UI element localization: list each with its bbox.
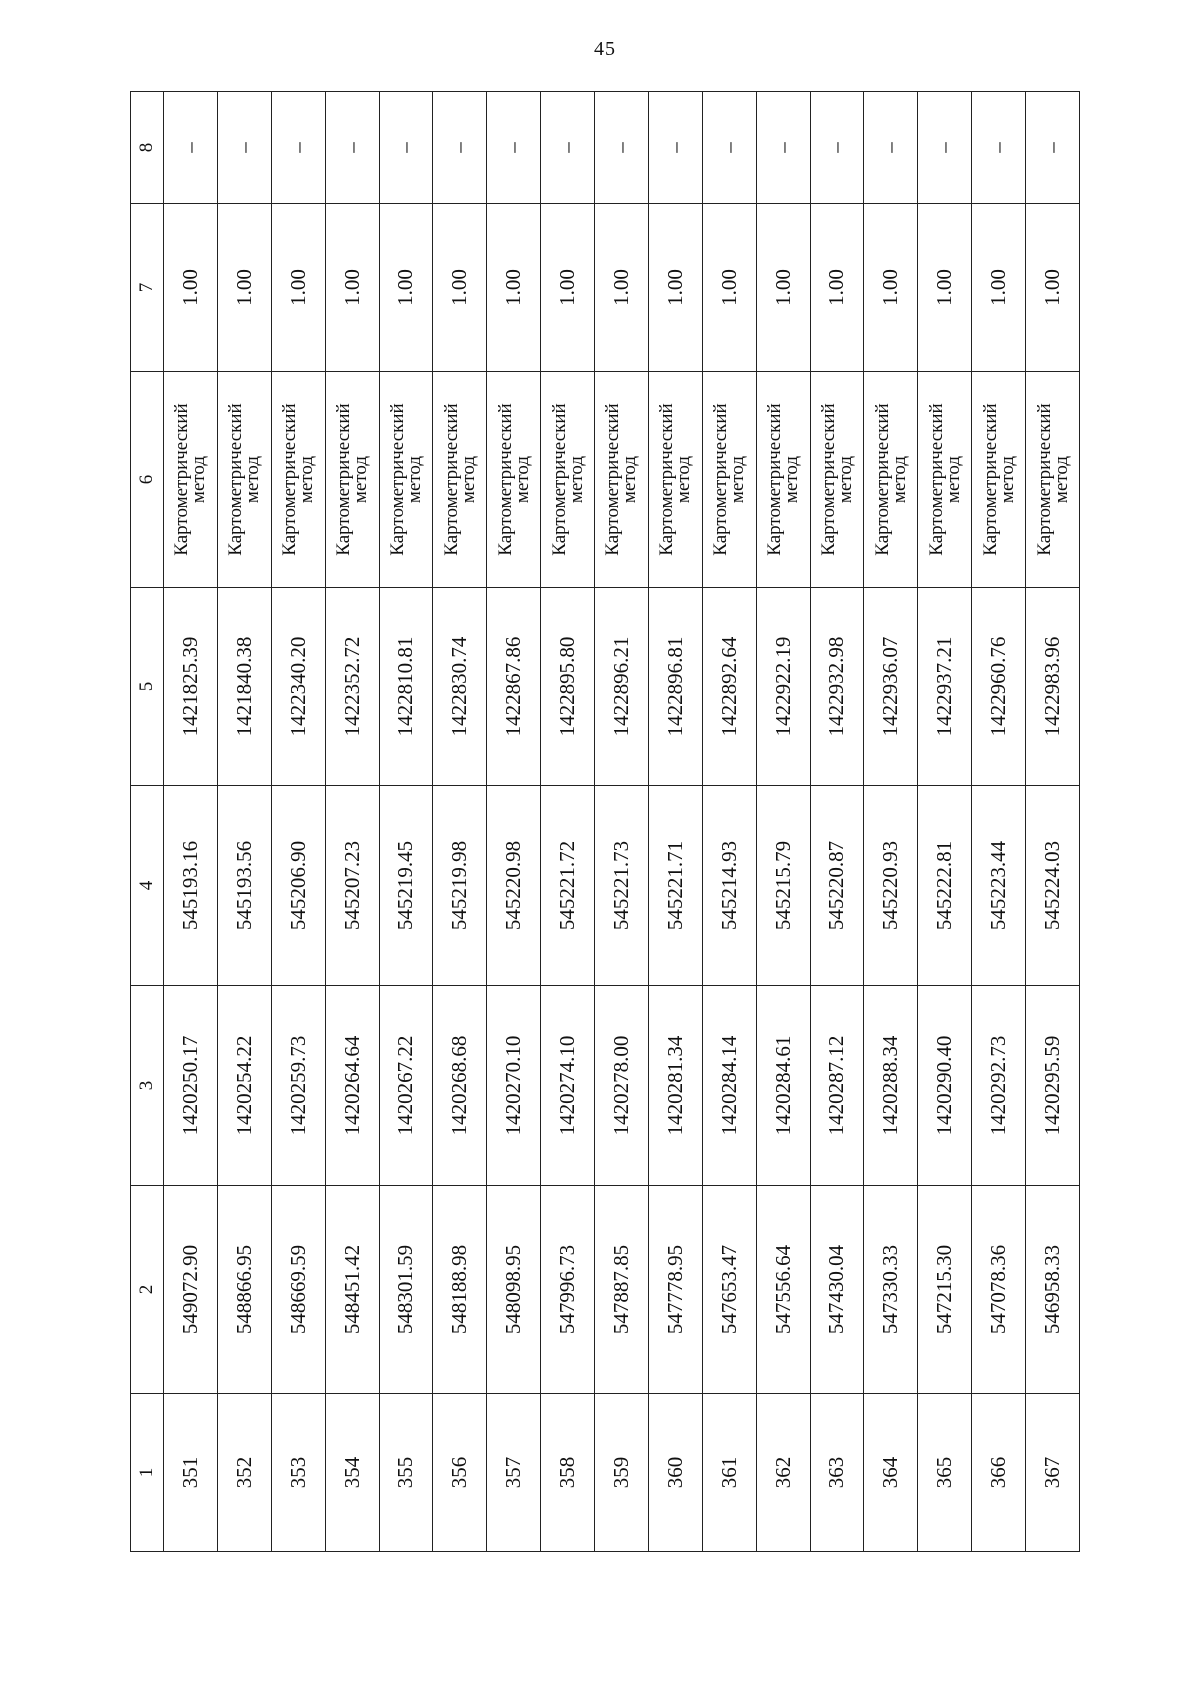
x-coordinate-cell: 548866.95 (217, 1186, 271, 1394)
accuracy-cell: 1.00 (702, 204, 756, 372)
method-cell: Картометрический метод (648, 372, 702, 588)
y-coordinate-cell: 1422960.76 (972, 588, 1026, 786)
y-coordinate-cell: 1421840.38 (217, 588, 271, 786)
column-header: 5 (131, 588, 164, 786)
table-row (648, 92, 702, 1552)
method-cell: Картометрический метод (271, 372, 325, 588)
description-cell: – (810, 92, 864, 204)
column-header: 3 (131, 986, 164, 1186)
accuracy-cell: 1.00 (541, 204, 595, 372)
method-cell: Картометрический метод (1026, 372, 1080, 588)
y-coordinate-cell: 1422937.21 (918, 588, 972, 786)
x-coordinate-cell: 548451.42 (325, 1186, 379, 1394)
x-coordinate-cell: 545220.87 (810, 786, 864, 986)
description-cell: – (433, 92, 487, 204)
x-coordinate-cell: 545223.44 (972, 786, 1026, 986)
table-row (325, 92, 379, 1552)
y-coordinate-cell: 1420250.17 (164, 986, 218, 1186)
point-number-cell: 367 (1026, 1394, 1080, 1552)
table-row (972, 92, 1026, 1552)
x-coordinate-cell: 545220.98 (487, 786, 541, 986)
table-row (271, 92, 325, 1552)
column-header: 4 (131, 786, 164, 986)
description-cell: – (541, 92, 595, 204)
accuracy-cell: 1.00 (164, 204, 218, 372)
y-coordinate-cell: 1420281.34 (648, 986, 702, 1186)
method-cell: Картометрический метод (810, 372, 864, 588)
column-header: 8 (131, 92, 164, 204)
accuracy-cell: 1.00 (487, 204, 541, 372)
table-row (164, 92, 218, 1552)
x-coordinate-cell: 545215.79 (756, 786, 810, 986)
accuracy-cell: 1.00 (325, 204, 379, 372)
table-row (810, 92, 864, 1552)
table-row (487, 92, 541, 1552)
accuracy-cell: 1.00 (918, 204, 972, 372)
y-coordinate-cell: 1422810.81 (379, 588, 433, 786)
table-row (702, 92, 756, 1552)
y-coordinate-cell: 1422895.80 (541, 588, 595, 786)
x-coordinate-cell: 545221.73 (595, 786, 649, 986)
x-coordinate-cell: 545207.23 (325, 786, 379, 986)
point-number-cell: 363 (810, 1394, 864, 1552)
description-cell: – (1026, 92, 1080, 204)
x-coordinate-cell: 547215.30 (918, 1186, 972, 1394)
column-header: 1 (131, 1394, 164, 1552)
table-row (541, 92, 595, 1552)
y-coordinate-cell: 1420288.34 (864, 986, 918, 1186)
point-number-cell: 355 (379, 1394, 433, 1552)
x-coordinate-cell: 548098.95 (487, 1186, 541, 1394)
method-cell: Картометрический метод (164, 372, 218, 588)
table-row (1026, 92, 1080, 1552)
description-cell: – (325, 92, 379, 204)
coordinates-table (130, 91, 1080, 1552)
description-cell: – (271, 92, 325, 204)
y-coordinate-cell: 1421825.39 (164, 588, 218, 786)
x-coordinate-cell: 547078.36 (972, 1186, 1026, 1394)
y-coordinate-cell: 1422922.19 (756, 588, 810, 786)
coordinates-table-container (130, 92, 1080, 1552)
x-coordinate-cell: 548669.59 (271, 1186, 325, 1394)
description-cell: – (379, 92, 433, 204)
description-cell: – (864, 92, 918, 204)
y-coordinate-cell: 1420292.73 (972, 986, 1026, 1186)
description-cell: – (648, 92, 702, 204)
table-row (864, 92, 918, 1552)
table-body (164, 92, 1080, 1552)
x-coordinate-cell: 545206.90 (271, 786, 325, 986)
method-cell: Картометрический метод (972, 372, 1026, 588)
table-row (756, 92, 810, 1552)
x-coordinate-cell: 545193.16 (164, 786, 218, 986)
accuracy-cell: 1.00 (756, 204, 810, 372)
method-cell: Картометрический метод (595, 372, 649, 588)
y-coordinate-cell: 1422983.96 (1026, 588, 1080, 786)
x-coordinate-cell: 545219.98 (433, 786, 487, 986)
method-cell: Картометрический метод (325, 372, 379, 588)
method-cell: Картометрический метод (379, 372, 433, 588)
point-number-cell: 362 (756, 1394, 810, 1552)
accuracy-cell: 1.00 (864, 204, 918, 372)
description-cell: – (487, 92, 541, 204)
method-cell: Картометрический метод (702, 372, 756, 588)
y-coordinate-cell: 1422352.72 (325, 588, 379, 786)
x-coordinate-cell: 548301.59 (379, 1186, 433, 1394)
y-coordinate-cell: 1420284.61 (756, 986, 810, 1186)
y-coordinate-cell: 1420264.64 (325, 986, 379, 1186)
point-number-cell: 351 (164, 1394, 218, 1552)
method-cell: Картометрический метод (541, 372, 595, 588)
x-coordinate-cell: 547430.04 (810, 1186, 864, 1394)
page-number: 45 (594, 38, 616, 60)
point-number-cell: 359 (595, 1394, 649, 1552)
x-coordinate-cell: 547778.95 (648, 1186, 702, 1394)
x-coordinate-cell: 545224.03 (1026, 786, 1080, 986)
description-cell: – (972, 92, 1026, 204)
accuracy-cell: 1.00 (271, 204, 325, 372)
accuracy-cell: 1.00 (595, 204, 649, 372)
description-cell: – (756, 92, 810, 204)
column-header: 7 (131, 204, 164, 372)
y-coordinate-cell: 1422936.07 (864, 588, 918, 786)
y-coordinate-cell: 1422892.64 (702, 588, 756, 786)
column-header: 6 (131, 372, 164, 588)
point-number-cell: 361 (702, 1394, 756, 1552)
method-cell: Картометрический метод (217, 372, 271, 588)
accuracy-cell: 1.00 (1026, 204, 1080, 372)
point-number-cell: 360 (648, 1394, 702, 1552)
x-coordinate-cell: 545219.45 (379, 786, 433, 986)
y-coordinate-cell: 1420287.12 (810, 986, 864, 1186)
description-cell: – (164, 92, 218, 204)
y-coordinate-cell: 1422896.81 (648, 588, 702, 786)
y-coordinate-cell: 1420274.10 (541, 986, 595, 1186)
table-row (379, 92, 433, 1552)
point-number-cell: 353 (271, 1394, 325, 1552)
point-number-cell: 352 (217, 1394, 271, 1552)
y-coordinate-cell: 1420278.00 (595, 986, 649, 1186)
point-number-cell: 354 (325, 1394, 379, 1552)
x-coordinate-cell: 545221.72 (541, 786, 595, 986)
y-coordinate-cell: 1420267.22 (379, 986, 433, 1186)
method-cell: Картометрический метод (433, 372, 487, 588)
x-coordinate-cell: 549072.90 (164, 1186, 218, 1394)
table-row (918, 92, 972, 1552)
x-coordinate-cell: 546958.33 (1026, 1186, 1080, 1394)
y-coordinate-cell: 1420254.22 (217, 986, 271, 1186)
x-coordinate-cell: 545214.93 (702, 786, 756, 986)
x-coordinate-cell: 548188.98 (433, 1186, 487, 1394)
column-header: 2 (131, 1186, 164, 1394)
table-row (595, 92, 649, 1552)
y-coordinate-cell: 1420259.73 (271, 986, 325, 1186)
accuracy-cell: 1.00 (379, 204, 433, 372)
x-coordinate-cell: 547887.85 (595, 1186, 649, 1394)
method-cell: Картометрический метод (756, 372, 810, 588)
x-coordinate-cell: 545193.56 (217, 786, 271, 986)
table-row (433, 92, 487, 1552)
method-cell: Картометрический метод (487, 372, 541, 588)
description-cell: – (595, 92, 649, 204)
y-coordinate-cell: 1422932.98 (810, 588, 864, 786)
point-number-cell: 366 (972, 1394, 1026, 1552)
x-coordinate-cell: 547556.64 (756, 1186, 810, 1394)
accuracy-cell: 1.00 (217, 204, 271, 372)
y-coordinate-cell: 1420290.40 (918, 986, 972, 1186)
y-coordinate-cell: 1420270.10 (487, 986, 541, 1186)
y-coordinate-cell: 1422830.74 (433, 588, 487, 786)
y-coordinate-cell: 1422867.86 (487, 588, 541, 786)
y-coordinate-cell: 1422340.20 (271, 588, 325, 786)
table-row (217, 92, 271, 1552)
point-number-cell: 358 (541, 1394, 595, 1552)
method-cell: Картометрический метод (864, 372, 918, 588)
y-coordinate-cell: 1420268.68 (433, 986, 487, 1186)
x-coordinate-cell: 545221.71 (648, 786, 702, 986)
accuracy-cell: 1.00 (648, 204, 702, 372)
x-coordinate-cell: 545222.81 (918, 786, 972, 986)
x-coordinate-cell: 547653.47 (702, 1186, 756, 1394)
accuracy-cell: 1.00 (433, 204, 487, 372)
point-number-cell: 364 (864, 1394, 918, 1552)
description-cell: – (217, 92, 271, 204)
point-number-cell: 365 (918, 1394, 972, 1552)
method-cell: Картометрический метод (918, 372, 972, 588)
accuracy-cell: 1.00 (972, 204, 1026, 372)
description-cell: – (702, 92, 756, 204)
x-coordinate-cell: 547996.73 (541, 1186, 595, 1394)
accuracy-cell: 1.00 (810, 204, 864, 372)
x-coordinate-cell: 547330.33 (864, 1186, 918, 1394)
point-number-cell: 357 (487, 1394, 541, 1552)
y-coordinate-cell: 1420284.14 (702, 986, 756, 1186)
x-coordinate-cell: 545220.93 (864, 786, 918, 986)
table-header-row (131, 92, 164, 1552)
y-coordinate-cell: 1420295.59 (1026, 986, 1080, 1186)
y-coordinate-cell: 1422896.21 (595, 588, 649, 786)
point-number-cell: 356 (433, 1394, 487, 1552)
description-cell: – (918, 92, 972, 204)
